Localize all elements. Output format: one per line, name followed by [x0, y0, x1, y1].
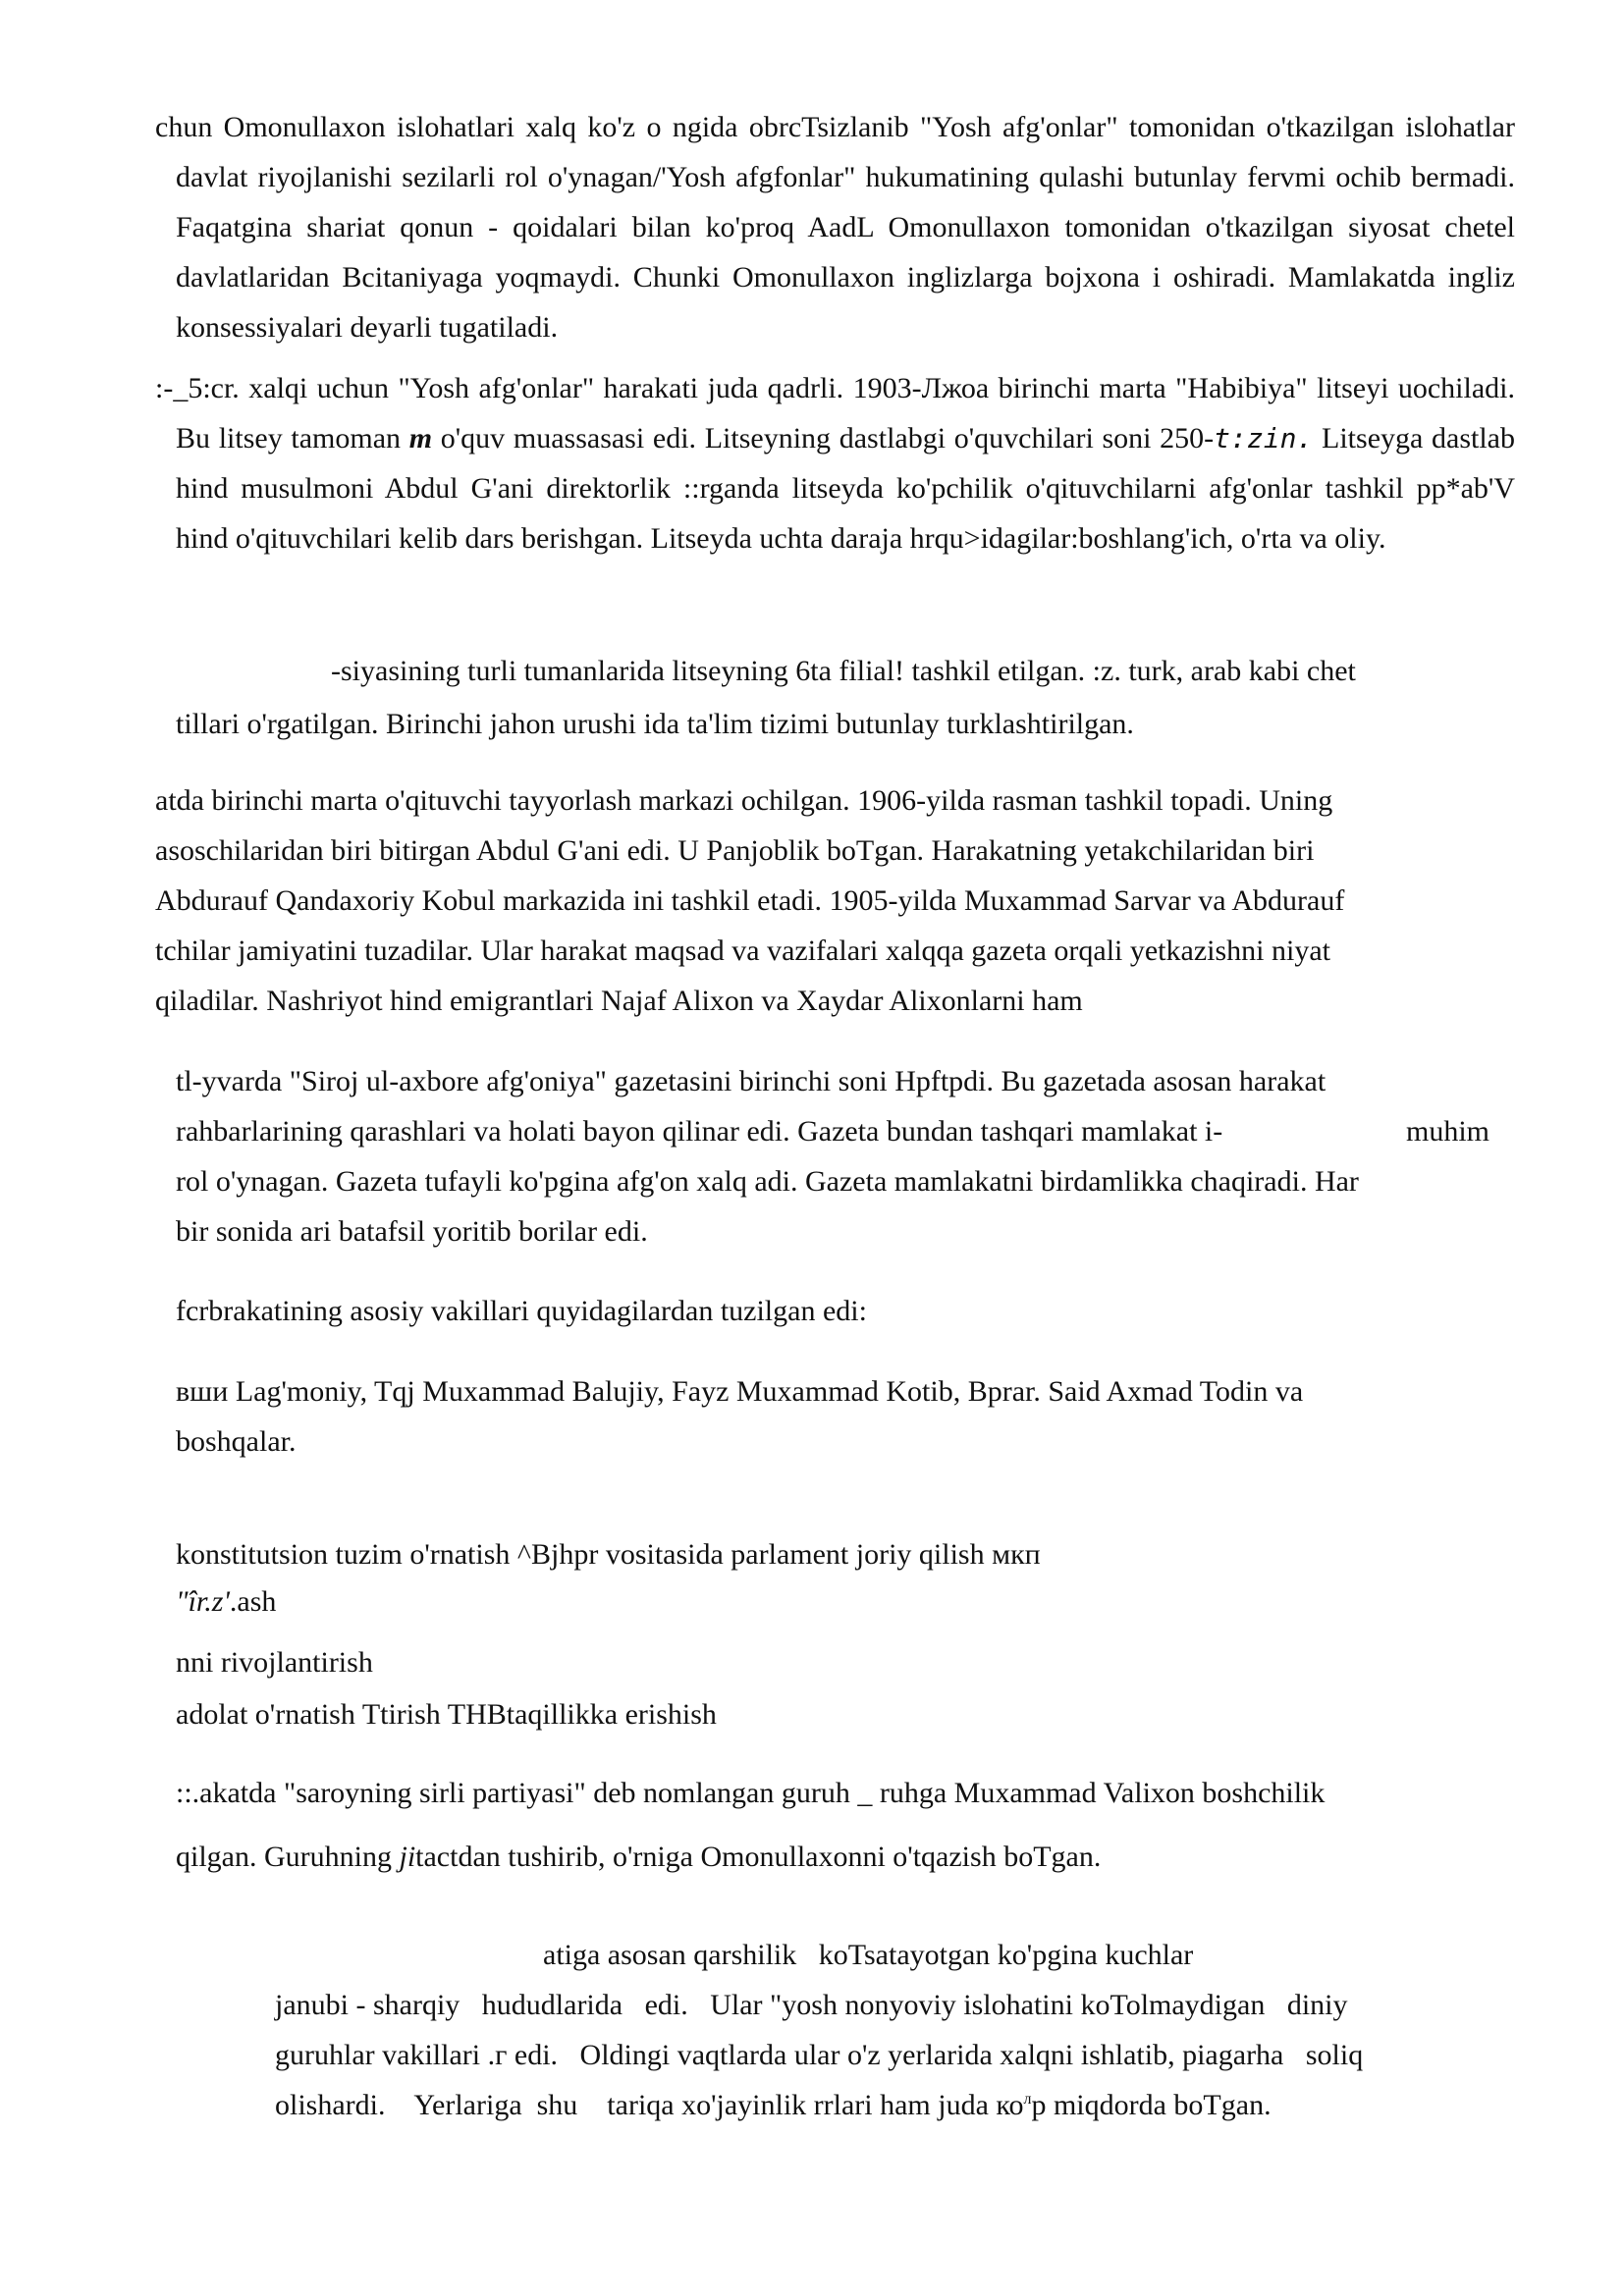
paragraph-4-line-1: atda birinchi marta o'qituvchi tayyorlash markazi ochilgan. 1906-yilda rasman tashkil topadi. Uning — [155, 784, 1333, 817]
paragraph-9-line-1: atiga asosan qarshilik koTsatayotgan ko'pgina kuchlar — [543, 1939, 1194, 1971]
paragraph-5-line-3: rol o'ynagan. Gazeta tufayli ko'pgina afg'on xalq adi. Gazeta mamlakatni birdamlikka chaqiradi. Har — [176, 1165, 1359, 1198]
paragraph-8-part-c: tactdan tushirib, o'rniga Omonullaxonni o'tqazish boTgan. — [415, 1841, 1102, 1873]
paragraph-8-line-1: ::.akatda "saroyning sirli partiyasi" deb nomlangan guruh _ ruhga Muxammad Valixon boshchilik — [176, 1777, 1326, 1809]
paragraph-9-line-2: janubi - sharqiy hududlarida edi. Ular "yosh nonyoviy islohatini koTolmaydigan diniy — [275, 1989, 1348, 2021]
paragraph-4-line-4: tchilar jamiyatini tuzadilar. Ular harakat maqsad va vazifalari xalqqa gazeta orqali yetkazishni niyat — [155, 934, 1330, 967]
paragraph-2 — [155, 363, 1515, 563]
paragraph-8-part-a: qilgan. Guruhning — [176, 1841, 400, 1873]
paragraph-8-italic-fragment: ji — [399, 1841, 416, 1873]
paragraph-9-superscript: л — [1023, 2091, 1032, 2108]
paragraph-2-part-e: Litseyga dastlab hind musulmoni Abdul G'ani direktorlik ::rganda litseyda ko'pchilik o'qituvchilarni afg'onlar tashkil pp*ab'V hind o'qituvchilari kelib dars berishgan. Litseyda uchta daraja hrqu>idagilar:boshlang'ich, o'rta va oliy. — [176, 422, 1515, 555]
goal-item-1: konstitutsion tuzim o'rnatish ^Bjhpr vositasida parlament joriy qilish мкп — [176, 1538, 1041, 1571]
paragraph-2-italic-fragment: t:zin. — [1214, 422, 1314, 454]
goal-item-1-italic-fragment: "îr.z' — [176, 1585, 230, 1618]
goal-item-2: nni rivojlantirish — [176, 1646, 373, 1679]
paragraph-3-line-2: tillari o'rgatilgan. Birinchi jahon urushi ida ta'lim tizimi butunlay turklashtirilgan. — [176, 708, 1134, 740]
paragraph-9-line-4-part-b: р miqdorda boTgan. — [1031, 2089, 1272, 2121]
paragraph-5-line-2-tail: muhim — [1406, 1115, 1490, 1148]
paragraph-4-line-3: Abdurauf Qandaxoriy Kobul markazida ini tashkil etadi. 1905-yilda Muxammad Sarvar va Abdurauf — [155, 884, 1345, 917]
paragraph-4-line-5: qiladilar. Nashriyot hind emigrantlari Najaf Alixon va Xaydar Alixonlarni ham — [155, 985, 1083, 1017]
paragraph-2-part-a: :-_5:cr. xalqi uchun "Yosh afg'onlar" harakati juda qadrli. 1903-Лжоа birinchi marta "Habibiya" litseyi uochiladi. Bu litsey tamoman — [155, 372, 1515, 454]
paragraph-3-line-1: -siyasining turli tumanlarida litseyning 6ta filial! tashkil etilgan. :z. turk, arab kabi chet — [331, 655, 1356, 687]
paragraph-6: fcrbrakatining asosiy vakillari quyidagilardan tuzilgan edi: — [176, 1295, 867, 1327]
paragraph-9-line-4-part-a: olishardi. Yerlariga shu tariqa xo'jayinlik rrlari ham juda ко — [275, 2089, 1024, 2121]
paragraph-5-line-4: bir sonida ari batafsil yoritib borilar edi. — [176, 1215, 648, 1248]
paragraph-9-line-4 — [275, 2080, 1532, 2130]
paragraph-5-line-2: rahbarlarining qarashlari va holati bayon qilinar edi. Gazeta bundan tashqari mamlakat i- — [176, 1115, 1223, 1148]
paragraph-4-line-2: asoschilaridan biri bitirgan Abdul G'ani edi. U Panjoblik boTgan. Harakatning yetakchilaridan biri — [155, 834, 1315, 867]
goal-item-1-rest: .ash — [229, 1585, 277, 1618]
paragraph-2-part-c: o'quv muassasasi edi. Litseyning dastlabgi o'quvchilari soni 250- — [432, 422, 1215, 454]
goal-item-3: adolat o'rnatish Ttirish THBtaqillikka erishish — [176, 1698, 717, 1731]
paragraph-5-line-1: tl-yvarda "Siroj ul-axbore afg'oniya" gazetasini birinchi soni Hpftpdi. Bu gazetada asosan harakat — [176, 1065, 1326, 1097]
paragraph-7-line-1: вши Lag'moniy, Tqj Muxammad Balujiy, Fayz Muxammad Kotib, Bprar. Said Axmad Todin va — [176, 1375, 1304, 1408]
paragraph-8-line-2 — [176, 1832, 1531, 1882]
paragraph-9-line-3: guruhlar vakillari .г edi. Oldingi vaqtlarda ular o'z yerlarida xalqni ishlatib, piagarha soliq — [275, 2039, 1364, 2071]
paragraph-2-bold-m: m — [408, 422, 433, 454]
goal-item-1-continuation — [176, 1576, 1531, 1627]
paragraph-7-line-2: boshqalar. — [176, 1425, 297, 1458]
paragraph-1: chun Omonullaxon islohatlari xalq ko'z o ngida obrcTsizlanib "Yosh afg'onlar" tomonidan o'tkazilgan islohatlar davlat riyojlanishi sezilarli rol o'ynagan/'Yosh afgfonlar" hukumatining qulashi butunlay fervmi ochib bermadi. Faqatgina shariat qonun - qoidalari bilan ko'proq AadL Omonullaxon tomonidan o'tkazilgan siyosat chetel davlatlaridan Bcitaniyaga yoqmaydi. Chunki Omonullaxon inglizlarga bojxona i oshiradi. Mamlakatda ingliz konsessiyalari deyarli tugatiladi. — [155, 111, 1515, 344]
